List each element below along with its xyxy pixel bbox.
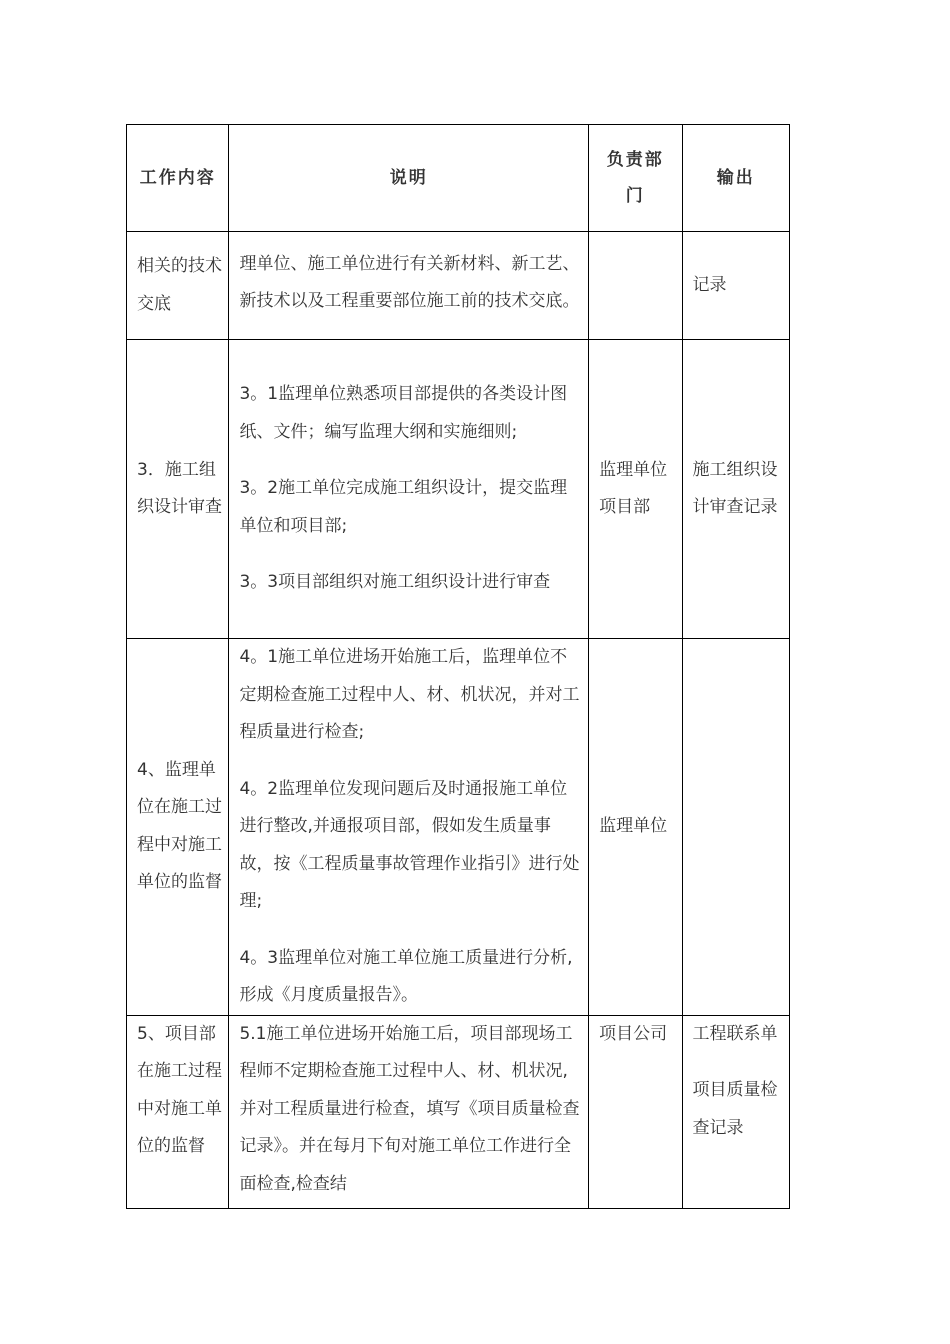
row-output [682,639,790,1016]
description-paragraph: 3。3项目部组织对施工组织设计进行审查 [239,572,551,593]
table-row [127,639,790,1016]
description-paragraph: 4。2监理单位发现问题后及时通报施工单位进行整改,并通报项目部，假如发生质量事故，按《工程质量事故管理作业指引》进行处理; [239,778,580,911]
row-department: 监理单位 [589,639,682,1016]
table-header-row [127,125,790,232]
work-content-table [126,124,790,1209]
header-content: 工作内容 [127,125,229,232]
header-description: 说明 [229,125,589,232]
table-row [127,340,790,639]
row-content: 3．施工组织设计审查 [127,340,229,639]
row-output: 记录 [682,232,790,340]
table-row [127,232,790,340]
description-paragraph: 3。1监理单位熟悉项目部提供的各类设计图纸、文件；编写监理大纲和实施细则; [239,384,568,442]
row-department: 监理单位 项目部 [589,340,682,639]
row-description [229,340,589,639]
row-output [682,1015,790,1208]
table-row [127,1015,790,1208]
description-paragraph: 4。3监理单位对施工单位施工质量进行分析,形成《月度质量报告》。 [239,947,573,1005]
description-paragraph: 4。1施工单位进场开始施工后，监理单位不定期检查施工过程中人、材、机状况，并对工程质量进行检查; [239,647,580,742]
row-content: 5、项目部在施工过程中对施工单位的监督 [127,1015,229,1208]
header-department: 负责部门 [589,125,682,232]
row-department: 项目公司 [589,1015,682,1208]
row-description: 5.1施工单位进场开始施工后，项目部现场工程师不定期检查施工过程中人、材、机状况,并对工程质量进行检查，填写《项目质量检查记录》。并在每月下旬对施工单位工作进行全面检查,检查结 [229,1015,589,1208]
header-output: 输出 [682,125,790,232]
row-output: 施工组织设计审查记录 [682,340,790,639]
description-paragraph: 3。2施工单位完成施工组织设计，提交监理单位和项目部; [239,478,568,536]
row-description [229,639,589,1016]
row-description: 理单位、施工单位进行有关新材料、新工艺、新技术以及工程重要部位施工前的技术交底。 [229,232,589,340]
row-department [589,232,682,340]
output-item: 工程联系单 [692,1023,778,1044]
row-content: 4、监理单位在施工过程中对施工单位的监督 [127,639,229,1016]
row-content: 相关的技术交底 [127,232,229,340]
output-item: 项目质量检查记录 [692,1080,778,1138]
